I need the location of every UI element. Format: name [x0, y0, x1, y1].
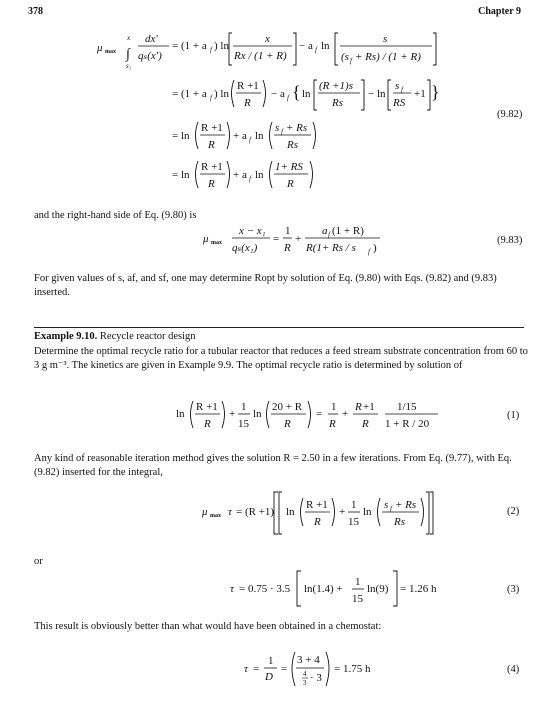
svg-text:R: R — [284, 418, 291, 430]
svg-text:(1 + R): (1 + R) — [332, 225, 364, 237]
svg-text:x − x₁: x − x₁ — [239, 225, 266, 237]
svg-text:=: = — [316, 408, 323, 420]
example-eq-2-svg — [0, 486, 549, 538]
svg-text:15: 15 — [352, 593, 363, 605]
svg-text:D: D — [265, 671, 273, 683]
svg-text:R +1: R +1 — [196, 401, 218, 413]
svg-text:a: a — [322, 225, 328, 237]
svg-text:1: 1 — [351, 499, 357, 511]
svg-text:ln: ln — [255, 169, 264, 181]
svg-text:s: s — [383, 33, 388, 45]
svg-text:− a: − a — [299, 40, 313, 52]
svg-text:1: 1 — [331, 401, 337, 413]
svg-text:1 + R / 20: 1 + R / 20 — [385, 418, 430, 430]
svg-text:μ: μ — [97, 42, 103, 54]
svg-text:R: R — [355, 401, 362, 413]
svg-text:1/15: 1/15 — [397, 401, 417, 413]
example-top-rule — [34, 327, 524, 328]
svg-text:ln: ln — [255, 130, 264, 142]
chemostat-paragraph: This result is obviously better than what would have been obtained in a chemostat: — [34, 621, 382, 632]
svg-text:1: 1 — [355, 576, 361, 588]
svg-text:R +1: R +1 — [306, 499, 328, 511]
svg-text:max: max — [105, 49, 116, 55]
svg-text:ln(9): ln(9) — [367, 583, 389, 595]
svg-text:ln: ln — [302, 88, 311, 100]
svg-text:f: f — [249, 136, 251, 144]
eq-label-2: (2) — [507, 506, 520, 517]
svg-text:s₁: s₁ — [126, 62, 132, 70]
page-number: 378 — [28, 6, 43, 17]
svg-text:3 + 4: 3 + 4 — [297, 654, 320, 666]
svg-text:= 1.75 h: = 1.75 h — [334, 663, 371, 675]
svg-text:1: 1 — [241, 401, 247, 413]
svg-text:x: x — [127, 34, 131, 42]
svg-text:20 + R: 20 + R — [272, 401, 303, 413]
svg-text:μ: μ — [202, 506, 208, 518]
svg-text:τ: τ — [230, 583, 234, 595]
equation-9-83-svg — [0, 222, 549, 262]
svg-text:τ: τ — [244, 663, 248, 675]
svg-text:R: R — [287, 178, 294, 190]
svg-text:= 1.26 h: = 1.26 h — [400, 583, 437, 595]
svg-text:ln: ln — [321, 40, 330, 52]
svg-text:τ: τ — [228, 506, 232, 518]
svg-text:R: R — [208, 139, 215, 151]
svg-text:f: f — [390, 505, 392, 513]
example-eq-1-svg — [0, 393, 549, 443]
equation-9-83 — [0, 222, 549, 262]
svg-text:=: = — [253, 663, 260, 675]
svg-text:+ Rs: + Rs — [395, 499, 417, 511]
svg-text:− ln: − ln — [368, 88, 386, 100]
svg-text:R: R — [329, 418, 336, 430]
example-eq-4-svg — [0, 646, 549, 696]
svg-text:+: + — [229, 408, 236, 420]
svg-text:∫: ∫ — [126, 47, 130, 62]
example-eq-4 — [0, 646, 549, 696]
svg-text:RS: RS — [393, 97, 406, 109]
svg-text:dx': dx' — [145, 33, 158, 45]
svg-text:s: s — [395, 80, 400, 92]
chapter-label: Chapter 9 — [478, 6, 521, 17]
svg-text:R +1: R +1 — [201, 161, 223, 173]
example-eq-3 — [0, 565, 549, 611]
svg-text:f: f — [350, 57, 352, 65]
svg-text:qₛ(x₁): qₛ(x₁) — [232, 242, 258, 254]
eq-label-9-83: (9.83) — [497, 235, 523, 246]
svg-text:f: f — [287, 94, 289, 102]
svg-text:f: f — [210, 94, 212, 102]
svg-text:= (R +1): = (R +1) — [236, 506, 275, 518]
svg-text:R(1+ Rs / s: R(1+ Rs / s — [306, 242, 356, 254]
svg-text:1+ RS: 1+ RS — [275, 161, 303, 173]
svg-text:f: f — [249, 175, 251, 183]
svg-text:ln: ln — [253, 408, 262, 420]
svg-text:f: f — [281, 128, 283, 136]
equation-9-82-svg — [0, 0, 549, 200]
eq-label-9-82: (9.82) — [497, 109, 523, 120]
svg-text:R +1: R +1 — [237, 80, 259, 92]
svg-text:R: R — [362, 418, 369, 430]
svg-text:+ a: + a — [233, 130, 247, 142]
svg-text:= ln: = ln — [172, 169, 190, 181]
svg-text:= (1 + a: = (1 + a — [172, 40, 207, 52]
example-intro: Determine the optimal recycle ratio for a tubular reactor that reduces a feed stream substrate concentration from 60 to 3 g m⁻³. The kinetics are given in Example 9.9. The optimal recycle ratio is determined by solution of — [34, 346, 528, 371]
svg-text:+ Rs) / (1 + R): + Rs) / (1 + R) — [355, 51, 421, 63]
example-eq-2 — [0, 486, 549, 538]
svg-text:+ a: + a — [233, 169, 247, 181]
svg-text:f: f — [328, 231, 330, 239]
svg-text:{: { — [292, 82, 301, 102]
svg-text:=: = — [281, 663, 288, 675]
svg-text:4: 4 — [303, 670, 307, 678]
svg-text:) ln: ) ln — [214, 40, 229, 52]
svg-text:+: + — [339, 506, 346, 518]
svg-text:): ) — [373, 242, 377, 254]
svg-text:max: max — [210, 513, 221, 519]
svg-text:R +1: R +1 — [201, 122, 223, 134]
svg-text:+: + — [295, 233, 302, 245]
svg-text:f: f — [315, 46, 317, 54]
svg-text:ln: ln — [176, 408, 185, 420]
svg-text:ln(1.4) +: ln(1.4) + — [304, 583, 343, 595]
or-text: or — [34, 556, 43, 567]
svg-text:+1: +1 — [414, 88, 426, 100]
svg-text:− a: − a — [271, 88, 285, 100]
svg-text:f: f — [401, 86, 403, 94]
svg-text:(R +1)s: (R +1)s — [319, 80, 353, 92]
svg-text:= 0.75 · 3.5: = 0.75 · 3.5 — [239, 583, 291, 595]
example-eq-1 — [0, 393, 549, 443]
svg-text:+1: +1 — [363, 401, 375, 413]
svg-text:s: s — [384, 499, 389, 511]
svg-text:+ Rs: + Rs — [286, 122, 308, 134]
svg-text:f: f — [210, 46, 212, 54]
svg-text:}: } — [431, 82, 440, 102]
svg-text:+: + — [342, 408, 349, 420]
svg-text:· 3: · 3 — [310, 672, 322, 684]
eq-label-3: (3) — [507, 584, 520, 595]
iteration-paragraph: Any kind of reasonable iteration method gives the solution R = 2.50 in a few iterations. From Eq. (9.77), with Eq. (9.82) inserted for the integral, — [34, 453, 512, 478]
svg-text:μ: μ — [203, 233, 209, 245]
svg-text:Rs: Rs — [287, 139, 298, 151]
example-number: Example 9.10. — [34, 331, 98, 342]
svg-text:= (1 + a: = (1 + a — [172, 88, 207, 100]
svg-text:= ln: = ln — [172, 130, 190, 142]
svg-text:f: f — [368, 248, 370, 256]
svg-text:15: 15 — [348, 516, 359, 528]
eq-label-4: (4) — [507, 664, 520, 675]
svg-text:=: = — [273, 233, 280, 245]
svg-text:Rs: Rs — [332, 97, 343, 109]
example-eq-3-svg — [0, 565, 549, 611]
svg-text:s: s — [275, 122, 280, 134]
svg-text:15: 15 — [238, 418, 249, 430]
svg-text:Rx / (1 + R): Rx / (1 + R) — [234, 50, 287, 62]
svg-text:x: x — [265, 33, 270, 45]
svg-text:ln: ln — [363, 506, 372, 518]
equation-9-82 — [0, 0, 549, 200]
given-values-paragraph: For given values of s, af, and sf, one may determine Ropt by solution of Eq. (9.80) with Eqs. (9.82) and (9.83) inserted. — [34, 273, 497, 298]
eq-label-1: (1) — [507, 410, 520, 421]
svg-text:1: 1 — [285, 225, 291, 237]
example-name: Recycle reactor design — [99, 331, 196, 342]
svg-text:3: 3 — [303, 679, 307, 687]
svg-text:Rs: Rs — [394, 516, 405, 528]
svg-text:) ln: ) ln — [214, 88, 229, 100]
svg-text:R: R — [208, 178, 215, 190]
svg-text:1: 1 — [268, 655, 274, 667]
example-title — [34, 330, 524, 344]
svg-text:ln: ln — [286, 506, 295, 518]
svg-text:R: R — [284, 242, 291, 254]
svg-text:R: R — [314, 516, 321, 528]
svg-text:R: R — [204, 418, 211, 430]
svg-text:qₛ(x'): qₛ(x') — [138, 50, 162, 62]
rhs-intro-text: and the right-hand side of Eq. (9.80) is — [34, 210, 197, 221]
svg-text:R: R — [244, 97, 251, 109]
svg-text:max: max — [211, 240, 222, 246]
svg-text:(s: (s — [341, 51, 349, 63]
